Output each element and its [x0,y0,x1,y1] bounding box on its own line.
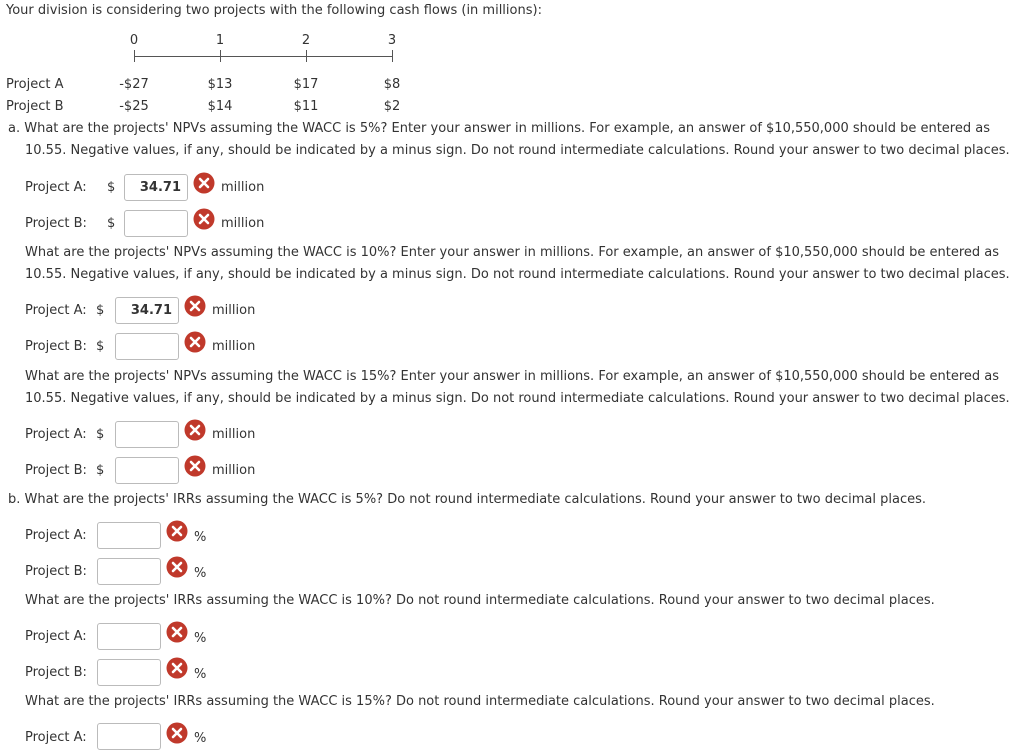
irr5-project-b-label: Project B: [25,564,87,579]
incorrect-x-icon [166,722,188,744]
dollar-sign: $ [96,463,105,478]
npv10-project-a-label: Project A: [25,303,87,318]
npv5-project-a-label: Project A: [25,180,87,195]
question-npv-15-line1: What are the projects' NPVs assuming the WACC is 15%? Enter your answer in millions. For example, an answer of $10,550,000 should be entered as [25,369,1000,384]
incorrect-x-icon [184,331,206,353]
cash-flow-value: $2 [383,99,401,114]
period-label: 1 [215,33,225,48]
irr15-project-a-input[interactable] [97,723,161,750]
project-b-row-label: Project B [6,99,64,114]
npv10-project-b-input[interactable] [115,333,179,360]
unit-million: million [221,216,265,231]
npv5-project-a-input[interactable] [124,174,188,201]
irr15-project-a-label: Project A: [25,730,87,745]
timeline-axis [134,56,392,57]
question-npv-5-line2: 10.55. Negative values, if any, should be indicated by a minus sign. Do not round intermediate calculations. Round your answer to two decimal places. [25,143,1010,158]
timeline-tick [134,50,135,62]
timeline-tick [392,50,393,62]
incorrect-x-icon [184,419,206,441]
npv10-project-b-label: Project B: [25,339,87,354]
question-irr-5: b. What are the projects' IRRs assuming the WACC is 5%? Do not round intermediate calculations. Round your answer to two decimal places. [8,492,926,507]
irr5-project-b-input[interactable] [97,558,161,585]
irr5-project-a-input[interactable] [97,522,161,549]
unit-million: million [212,339,256,354]
unit-percent: % [194,731,207,746]
npv5-project-b-label: Project B: [25,216,87,231]
question-irr-10: What are the projects' IRRs assuming the WACC is 10%? Do not round intermediate calculations. Round your answer to two decimal places. [25,593,935,608]
irr10-project-a-input[interactable] [97,623,161,650]
incorrect-x-icon [166,621,188,643]
irr10-project-a-label: Project A: [25,629,87,644]
question-npv-15-line2: 10.55. Negative values, if any, should be indicated by a minus sign. Do not round intermediate calculations. Round your answer to two decimal places. [25,391,1010,406]
question-npv-10-line2: 10.55. Negative values, if any, should be indicated by a minus sign. Do not round intermediate calculations. Round your answer to two decimal places. [25,267,1010,282]
npv15-project-a-input[interactable] [115,421,179,448]
npv5-project-b-input[interactable] [124,210,188,237]
project-a-row-label: Project A [6,77,64,92]
period-label: 3 [387,33,397,48]
incorrect-x-icon [166,556,188,578]
question-irr-15: What are the projects' IRRs assuming the WACC is 15%? Do not round intermediate calculations. Round your answer to two decimal places. [25,694,935,709]
dollar-sign: $ [107,180,116,195]
dollar-sign: $ [107,216,116,231]
question-npv-10-line1: What are the projects' NPVs assuming the WACC is 10%? Enter your answer in millions. For example, an answer of $10,550,000 should be entered as [25,245,1000,260]
npv10-project-a-input[interactable] [115,297,179,324]
cash-flow-value: -$25 [119,99,149,114]
cash-flow-value: -$27 [119,77,149,92]
unit-percent: % [194,667,207,682]
cash-flow-value: $8 [383,77,401,92]
irr5-project-a-label: Project A: [25,528,87,543]
incorrect-x-icon [166,657,188,679]
unit-percent: % [194,530,207,545]
incorrect-x-icon [166,520,188,542]
unit-percent: % [194,566,207,581]
unit-million: million [212,463,256,478]
cash-flow-value: $17 [293,77,319,92]
incorrect-x-icon [193,208,215,230]
period-label: 0 [129,33,139,48]
cash-flow-value: $14 [207,99,233,114]
unit-million: million [221,180,265,195]
npv15-project-b-label: Project B: [25,463,87,478]
incorrect-x-icon [184,295,206,317]
irr10-project-b-label: Project B: [25,665,87,680]
timeline-tick [306,50,307,62]
incorrect-x-icon [184,455,206,477]
intro-text: Your division is considering two projects with the following cash flows (in millions): [6,3,542,18]
cash-flow-value: $13 [207,77,233,92]
question-npv-5-line1: a. What are the projects' NPVs assuming the WACC is 5%? Enter your answer in millions. For example, an answer of $10,550,000 should be entered as [8,121,990,136]
unit-percent: % [194,631,207,646]
irr10-project-b-input[interactable] [97,659,161,686]
dollar-sign: $ [96,303,105,318]
npv15-project-a-label: Project A: [25,427,87,442]
unit-million: million [212,303,256,318]
dollar-sign: $ [96,339,105,354]
unit-million: million [212,427,256,442]
incorrect-x-icon [193,172,215,194]
timeline-tick [220,50,221,62]
cash-flow-value: $11 [293,99,319,114]
dollar-sign: $ [96,427,105,442]
npv15-project-b-input[interactable] [115,457,179,484]
period-label: 2 [301,33,311,48]
